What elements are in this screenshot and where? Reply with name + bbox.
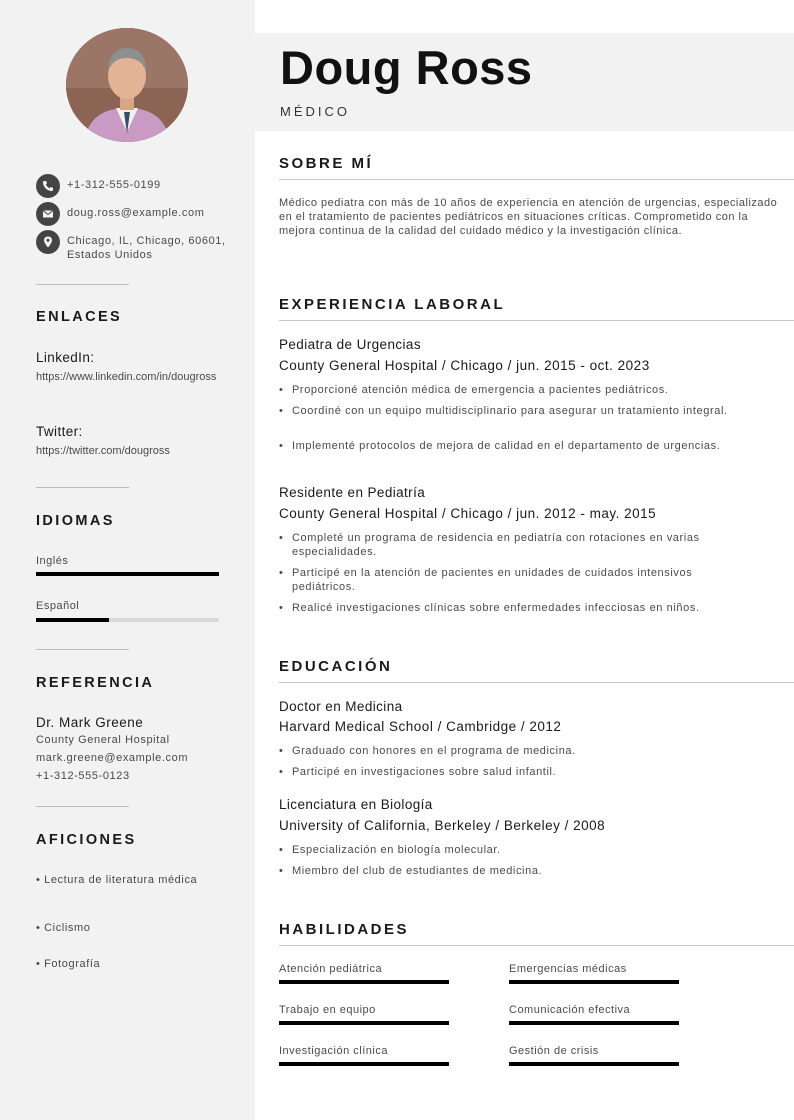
email-icon xyxy=(36,202,60,226)
reference-title: REFERENCIA xyxy=(36,675,155,691)
link-label-linkedin: LinkedIn: xyxy=(36,350,95,365)
skills-title: HABILIDADES xyxy=(279,921,410,938)
skill-level-bar xyxy=(509,1062,679,1066)
skill-level-fill xyxy=(279,1062,449,1066)
skill-name: Trabajo en equipo xyxy=(279,1004,376,1016)
experience-title: EXPERIENCIA LABORAL xyxy=(279,296,506,313)
language-level-bar xyxy=(36,618,219,622)
skill-level-fill xyxy=(279,980,449,984)
avatar xyxy=(66,28,188,142)
about-title: SOBRE MÍ xyxy=(279,155,374,172)
reference-phone[interactable]: +1-312-555-0123 xyxy=(36,770,130,782)
job-subtitle: County General Hospital / Chicago / jun. 2015 - oct. 2023 xyxy=(279,358,650,373)
about-text: Médico pediatra con más de 10 años de experiencia en atención de urgencias, especializado en el tratamiento de pacientes pediátricos en situaciones críticas. Comprometido con la mejora continua de la calidad del cuidado médico y la investigación clínica. xyxy=(279,197,778,237)
contact-email[interactable]: doug.ross@example.com xyxy=(67,207,205,219)
avatar-photo-icon xyxy=(66,28,188,142)
degree-title: Licenciatura en Biología xyxy=(279,797,433,812)
profile-name: Doug Ross xyxy=(280,41,533,94)
contact-phone-row xyxy=(36,174,227,198)
section-rule xyxy=(279,320,794,321)
skill-name: Gestión de crisis xyxy=(509,1045,599,1057)
skill-name: Atención pediátrica xyxy=(279,963,383,975)
link-label-twitter: Twitter: xyxy=(36,424,83,439)
language-name: Inglés xyxy=(36,555,69,567)
section-rule xyxy=(279,682,794,683)
links-title: ENLACES xyxy=(36,309,123,325)
skill-level-bar xyxy=(279,980,449,984)
degree-bullet: • Participé en investigaciones sobre salud infantil. xyxy=(279,765,749,779)
skill-item xyxy=(279,1045,449,1066)
phone-icon xyxy=(36,174,60,198)
contact-address-row xyxy=(36,230,227,262)
skill-item xyxy=(509,1004,679,1025)
degree-bullet: • Graduado con honores en el programa de medicina. xyxy=(279,744,749,758)
skill-level-fill xyxy=(509,1021,679,1025)
sidebar-divider xyxy=(36,806,129,807)
education-title: EDUCACIÓN xyxy=(279,658,393,675)
skill-level-bar xyxy=(279,1062,449,1066)
contact-phone[interactable]: +1-312-555-0199 xyxy=(67,179,161,191)
skill-level-fill xyxy=(509,980,679,984)
skill-name: Investigación clínica xyxy=(279,1045,388,1057)
link-url-twitter[interactable]: https://twitter.com/dougross xyxy=(36,445,170,457)
language-level-bar xyxy=(36,572,219,576)
section-rule xyxy=(279,945,794,946)
degree-title: Doctor en Medicina xyxy=(279,699,403,714)
contact-address: Chicago, IL, Chicago, 60601, Estados Unidos xyxy=(67,235,226,261)
skill-name: Emergencias médicas xyxy=(509,963,627,975)
degree-subtitle: Harvard Medical School / Cambridge / 2012 xyxy=(279,719,562,734)
skill-level-fill xyxy=(279,1021,449,1025)
hobby-item: • Fotografía xyxy=(36,958,101,970)
job-bullet: • Proporcioné atención médica de emergencia a pacientes pediátricos. xyxy=(279,383,749,397)
job-bullet: • Completé un programa de residencia en pediatría con rotaciones en varias especialidades. xyxy=(279,531,749,559)
sidebar xyxy=(0,0,255,1120)
language-name: Español xyxy=(36,600,80,612)
sidebar-divider xyxy=(36,284,129,285)
skill-name: Comunicación efectiva xyxy=(509,1004,631,1016)
hobby-item: • Ciclismo xyxy=(36,922,91,934)
hobby-item: • Lectura de literatura médica xyxy=(36,874,198,886)
languages-title: IDIOMAS xyxy=(36,513,115,529)
link-url-linkedin[interactable]: https://www.linkedin.com/in/dougross xyxy=(36,371,217,383)
location-icon xyxy=(36,230,60,254)
job-bullet: • Participé en la atención de pacientes en unidades de cuidados intensivos pediátricos. xyxy=(279,566,749,594)
contact-email-row xyxy=(36,202,227,226)
skill-item xyxy=(279,963,449,984)
degree-bullet: • Miembro del club de estudiantes de medicina. xyxy=(279,864,749,878)
skill-item xyxy=(279,1004,449,1025)
reference-org: County General Hospital xyxy=(36,734,170,746)
profile-role: MÉDICO xyxy=(280,104,350,119)
skill-level-fill xyxy=(509,1062,679,1066)
reference-email[interactable]: mark.greene@example.com xyxy=(36,752,189,764)
job-bullet: • Implementé protocolos de mejora de calidad en el departamento de urgencias. xyxy=(279,439,749,453)
sidebar-divider xyxy=(36,487,129,488)
reference-name: Dr. Mark Greene xyxy=(36,715,144,730)
hobbies-title: AFICIONES xyxy=(36,832,137,848)
skill-level-bar xyxy=(509,1021,679,1025)
language-level-fill xyxy=(36,572,219,576)
skill-item xyxy=(509,1045,679,1066)
degree-subtitle: University of California, Berkeley / Berkeley / 2008 xyxy=(279,818,606,833)
language-level-fill xyxy=(36,618,109,622)
job-title: Residente en Pediatría xyxy=(279,485,426,500)
skill-level-bar xyxy=(279,1021,449,1025)
section-rule xyxy=(279,179,794,180)
skill-level-bar xyxy=(509,980,679,984)
job-bullet: • Realicé investigaciones clínicas sobre enfermedades infecciosas en niños. xyxy=(279,601,749,615)
sidebar-divider xyxy=(36,649,129,650)
job-bullet: • Coordiné con un equipo multidisciplinario para asegurar un tratamiento integral. xyxy=(279,404,749,418)
skill-item xyxy=(509,963,679,984)
degree-bullet: • Especialización en biología molecular. xyxy=(279,843,749,857)
job-subtitle: County General Hospital / Chicago / jun. 2012 - may. 2015 xyxy=(279,506,657,521)
job-title: Pediatra de Urgencias xyxy=(279,337,421,352)
